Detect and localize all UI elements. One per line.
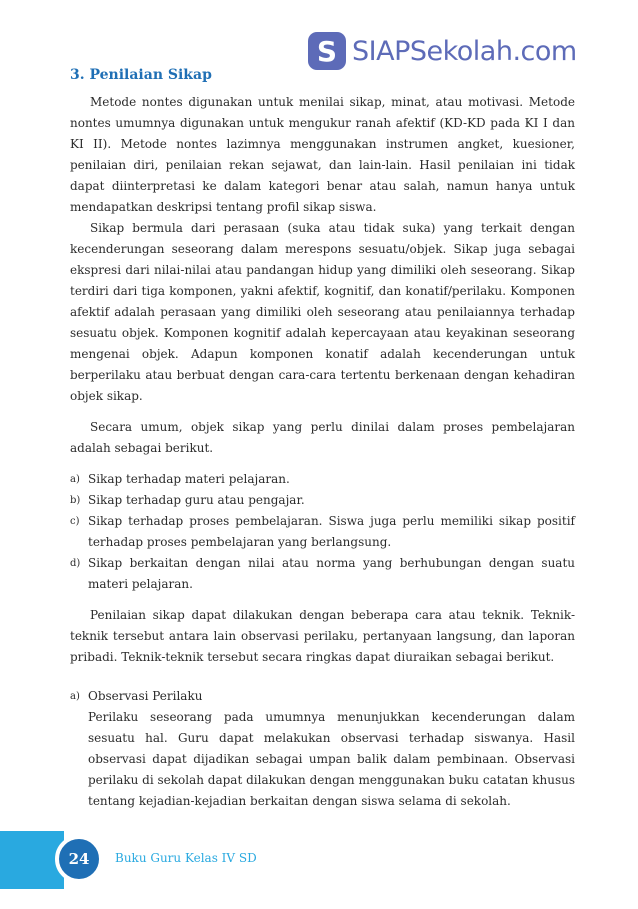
list-item: [70, 511, 575, 553]
page-number: 24: [55, 835, 103, 883]
site-logo: [308, 28, 577, 74]
list-item: [70, 469, 575, 490]
list-marker: c): [70, 516, 80, 527]
list-marker: d): [70, 558, 81, 569]
paragraph-intro: Metode nontes digunakan untuk menilai sikap, minat, atau motivasi. Metode nontes umumnya digunakan untuk mengukur ranah afektif (KD-KD pada KI I dan KI II). Metode nontes lazimnya menggunakan instrumen angket, kuesioner, penilaian diri, penilaian rekan sejawat, dan lain-lain. Hasil penilaian ini tidak dapat diinterpretasi ke dalam kategori benar atau salah, namun hanya untuk mendapatkan deskripsi tentang profil sikap siswa.: [70, 95, 575, 214]
subsection-title-row: [70, 686, 575, 707]
subsection-marker: a): [70, 691, 80, 702]
subsection-list: [70, 686, 575, 707]
footer-book-title: Buku Guru Kelas IV SD: [115, 851, 257, 865]
list-marker: a): [70, 474, 80, 485]
subsection-body: Perilaku seseorang pada umumnya menunjukkan kecenderungan dalam sesuatu hal. Guru dapat melakukan observasi terhadap siswanya. Hasil observasi dapat dijadikan sebagai umpan balik dalam pembinaan. Observasi perilaku di sekolah dapat dilakukan dengan menggunakan buku catatan khusus tentang kejadian-kejadian berkaitan dengan siswa selama di sekolah.: [88, 710, 575, 808]
paragraph-sikap: Sikap bermula dari perasaan (suka atau tidak suka) yang terkait dengan kecenderungan seseorang dalam merespons sesuatu/objek. Sikap juga sebagai ekspresi dari nilai-nilai atau pandangan hidup yang dimiliki oleh seseorang. Sikap terdiri dari tiga komponen, yakni afektif, kognitif, dan konatif/perilaku. Komponen afektif adalah perasaan yang dimiliki oleh seseorang atau penilaiannya terhadap sesuatu objek. Komponen kognitif adalah kepercayaan atau keyakinan seseorang mengenai objek. Adapun komponen konatif adalah kecenderungan untuk berperilaku atau berbuat dengan cara-cara tertentu berkenaan dengan kehadiran objek sikap.: [70, 221, 575, 403]
list-item-text: Sikap terhadap proses pembelajaran. Siswa juga perlu memiliki sikap positif terhadap proses pembelajaran yang berlangsung.: [88, 514, 575, 549]
list-item-text: Sikap berkaitan dengan nilai atau norma yang berhubungan dengan suatu materi pelajaran.: [88, 556, 575, 591]
paragraph-objek: Secara umum, objek sikap yang perlu dinilai dalam proses pembelajaran adalah sebagai berikut.: [70, 420, 575, 455]
section-heading: 3. Penilaian Sikap: [70, 67, 212, 83]
objek-sikap-list: [70, 469, 575, 595]
list-item-text: Sikap terhadap guru atau pengajar.: [88, 493, 305, 507]
list-item-text: Sikap terhadap materi pelajaran.: [88, 472, 290, 486]
paragraph-teknik: Penilaian sikap dapat dilakukan dengan beberapa cara atau teknik. Teknik-teknik tersebut antara lain observasi perilaku, pertanyaan langsung, dan laporan pribadi. Teknik-teknik tersebut secara ringkas dapat diuraikan sebagai berikut.: [70, 608, 575, 664]
logo-badge-icon: S: [308, 32, 346, 70]
subsection-title: Observasi Perilaku: [88, 689, 203, 703]
logo-text: SIAPSekolah.com: [352, 35, 577, 67]
list-item: [70, 553, 575, 595]
list-marker: b): [70, 495, 81, 506]
main-content: [70, 92, 575, 812]
list-item: [70, 490, 575, 511]
